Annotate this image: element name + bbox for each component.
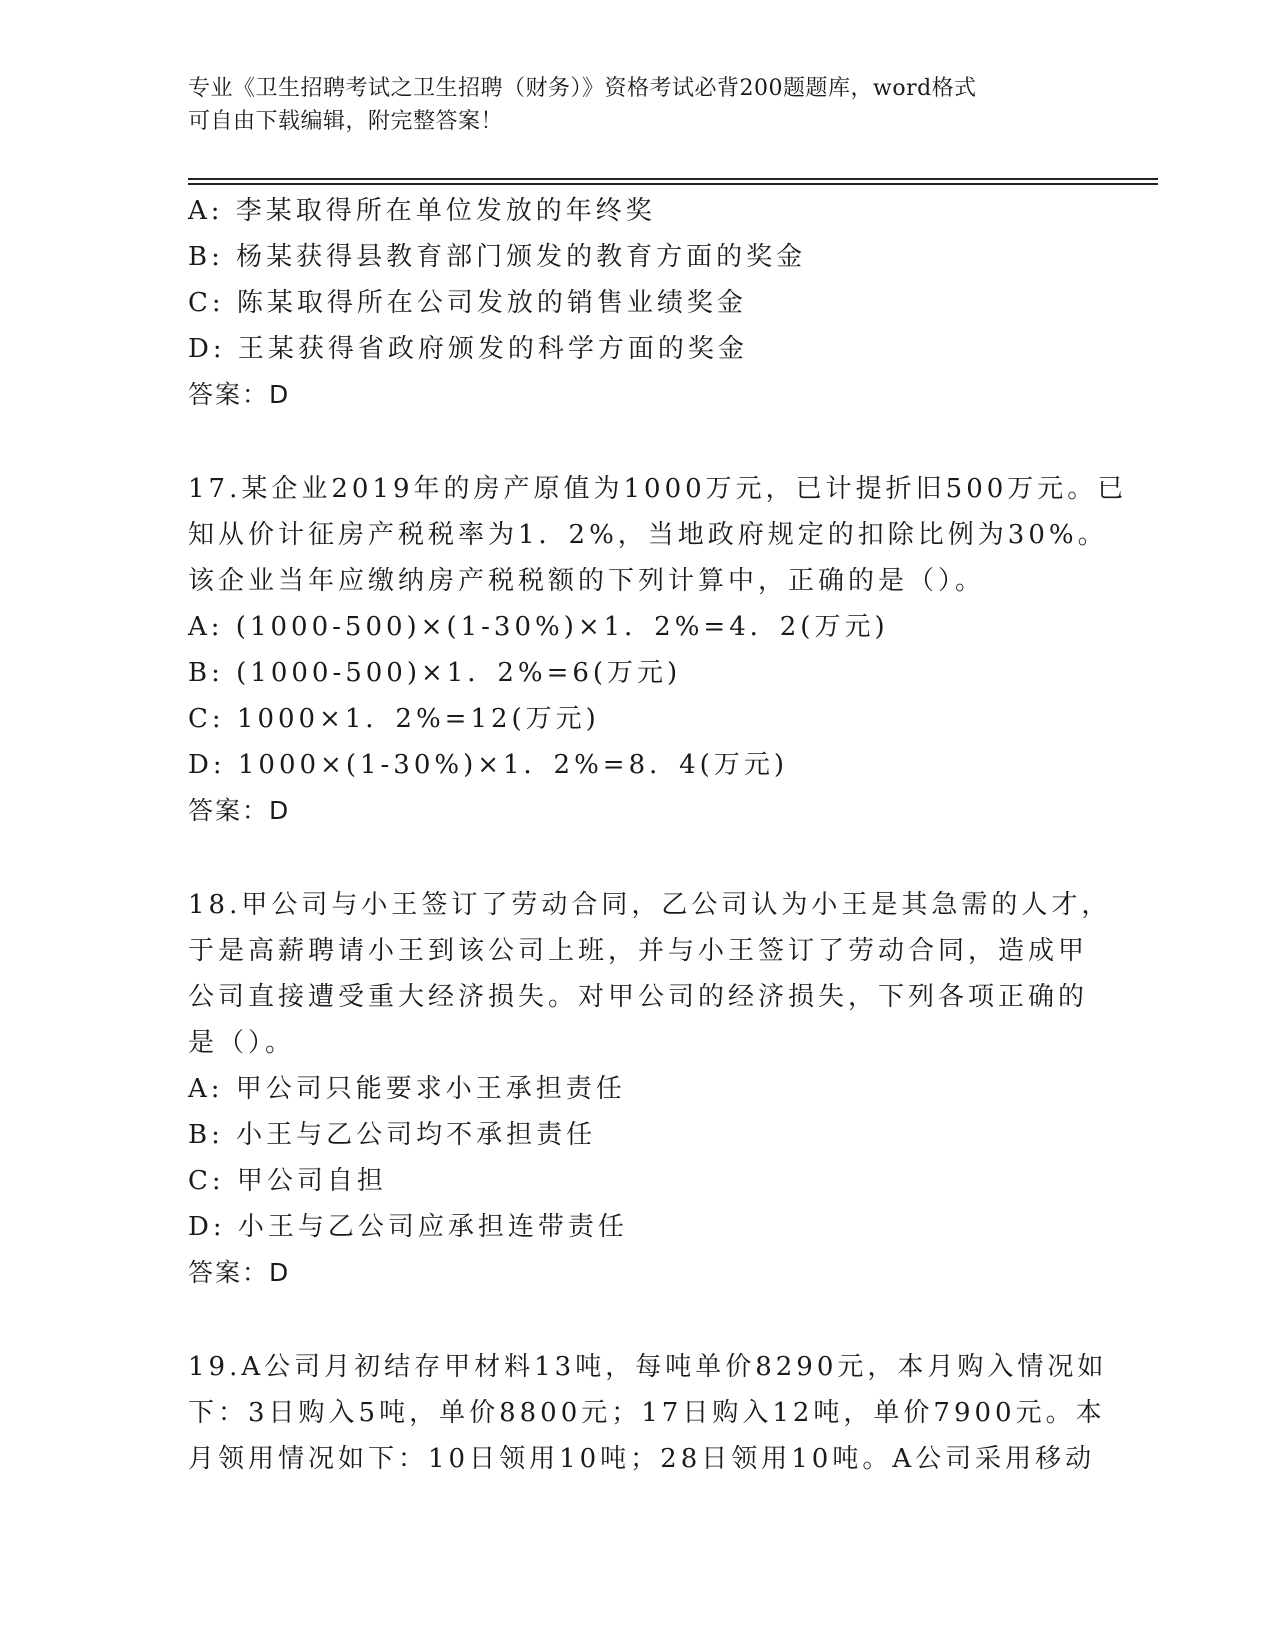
header-line-1: 专业《卫生招聘考试之卫生招聘（财务）》资格考试必背200题题库，word格式 bbox=[188, 76, 977, 101]
option-c: C: 1000×1．2%=12(万元) bbox=[188, 704, 600, 734]
option-d: D: 1000×(1-30%)×1．2%=8．4(万元) bbox=[188, 750, 788, 780]
question-17 bbox=[188, 466, 1128, 834]
option-a: A: (1000-500)×(1-30%)×1．2%=4．2(万元) bbox=[188, 612, 889, 642]
question-stem-line: 于是高薪聘请小王到该公司上班，并与小王签订了劳动合同，造成甲 bbox=[188, 936, 1089, 966]
option-d: D: 小王与乙公司应承担连带责任 bbox=[188, 1212, 628, 1242]
header-rule-top bbox=[188, 178, 1158, 180]
option-a: A: 甲公司只能要求小王承担责任 bbox=[188, 1074, 626, 1104]
question-stem-line: 17.某企业2019年的房产原值为1000万元，已计提折旧500万元。已 bbox=[188, 474, 1128, 504]
option-c: C: 甲公司自担 bbox=[188, 1166, 387, 1196]
question-16 bbox=[188, 188, 1088, 418]
document-header bbox=[188, 72, 1068, 138]
option-c: C: 陈某取得所在公司发放的销售业绩奖金 bbox=[188, 288, 747, 318]
answer-line: 答案：D bbox=[188, 380, 291, 409]
spacer bbox=[188, 1296, 1088, 1344]
answer-line: 答案：D bbox=[188, 796, 291, 825]
option-b: B: 小王与乙公司均不承担责任 bbox=[188, 1120, 597, 1150]
question-stem-line: 公司直接遭受重大经济损失。对甲公司的经济损失，下列各项正确的 bbox=[188, 982, 1089, 1012]
spacer bbox=[188, 834, 1088, 882]
question-19 bbox=[188, 1344, 1108, 1482]
question-stem-line: 下：3日购入5吨，单价8800元；17日购入12吨，单价7900元。本 bbox=[188, 1398, 1106, 1428]
answer-line: 答案：D bbox=[188, 1258, 291, 1287]
question-stem-line: 该企业当年应缴纳房产税税额的下列计算中，正确的是（）。 bbox=[188, 566, 986, 596]
header-line-2: 可自由下载编辑，附完整答案！ bbox=[188, 109, 504, 134]
question-stem-line: 是（）。 bbox=[188, 1028, 296, 1058]
option-b: B: (1000-500)×1．2%=6(万元) bbox=[188, 658, 682, 688]
option-d: D: 王某获得省政府颁发的科学方面的奖金 bbox=[188, 334, 748, 364]
question-stem-line: 18.甲公司与小王签订了劳动合同，乙公司认为小王是其急需的人才， bbox=[188, 890, 1112, 920]
spacer bbox=[188, 418, 1088, 466]
option-a: A: 李某取得所在单位发放的年终奖 bbox=[188, 196, 656, 226]
question-stem-line: 知从价计征房产税税率为1．2%，当地政府规定的扣除比例为30%。 bbox=[188, 520, 1108, 550]
header-rule-bottom bbox=[188, 183, 1158, 185]
question-stem-line: 19.A公司月初结存甲材料13吨，每吨单价8290元，本月购入情况如 bbox=[188, 1352, 1108, 1382]
question-18 bbox=[188, 882, 1112, 1296]
question-stem-line: 月领用情况如下：10日领用10吨；28日领用10吨。A公司采用移动 bbox=[188, 1444, 1096, 1474]
document-body bbox=[188, 188, 1128, 1482]
option-b: B: 杨某获得县教育部门颁发的教育方面的奖金 bbox=[188, 242, 807, 272]
